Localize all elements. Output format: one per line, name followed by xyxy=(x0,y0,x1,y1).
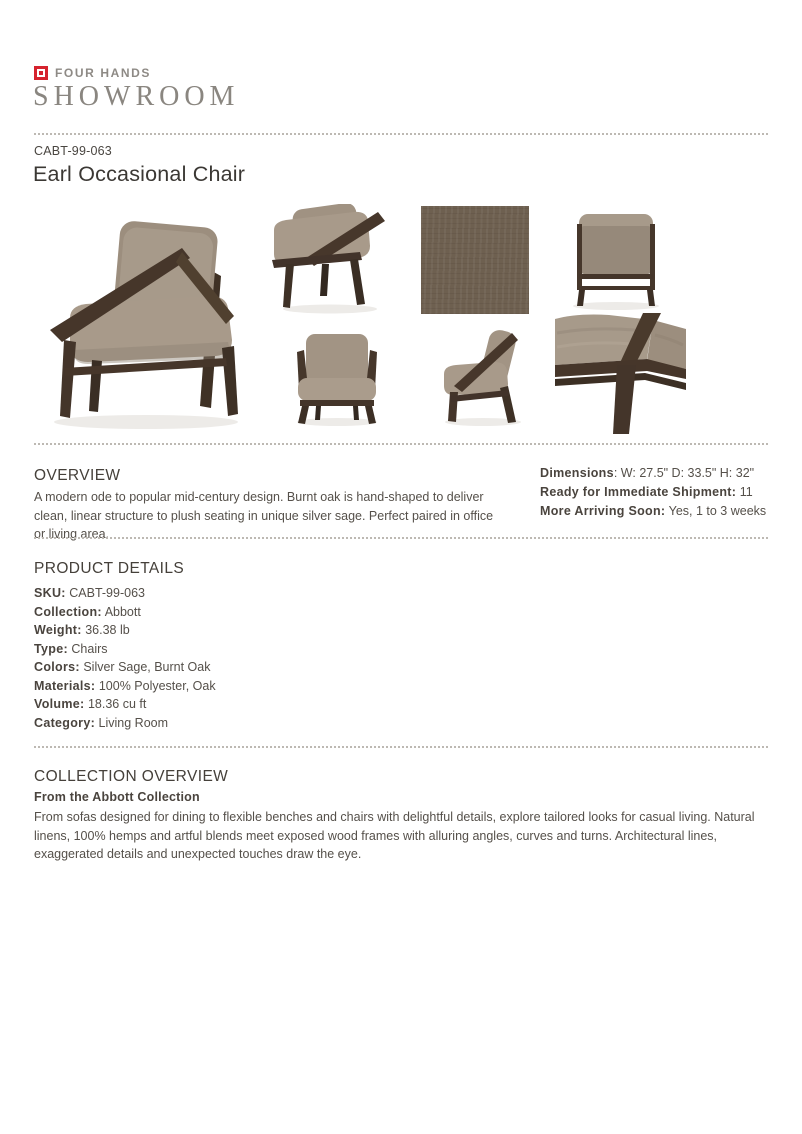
brand-name: FOUR HANDS xyxy=(55,66,151,80)
detail-row-colors xyxy=(34,658,216,677)
detail-label: SKU: xyxy=(34,586,66,600)
detail-row-collection xyxy=(34,603,216,622)
detail-value: CABT-99-063 xyxy=(69,586,145,600)
detail-label: Colors: xyxy=(34,660,80,674)
detail-label: Weight: xyxy=(34,623,82,637)
availability-panel xyxy=(540,464,766,520)
product-sku-eyebrow: CABT-99-063 xyxy=(34,144,112,158)
dimensions-value: : W: 27.5" D: 33.5" H: 32" xyxy=(613,466,755,480)
chair-frame-detail-image xyxy=(555,313,686,434)
arriving-soon-label: More Arriving Soon: xyxy=(540,503,666,518)
detail-value: 100% Polyester, Oak xyxy=(98,678,216,693)
dimensions-label: Dimensions xyxy=(540,466,614,480)
product-details-heading: PRODUCT DETAILS xyxy=(34,560,185,577)
product-gallery xyxy=(34,200,768,440)
brand-header xyxy=(34,66,151,80)
detail-value: Silver Sage, Burnt Oak xyxy=(83,660,211,674)
detail-value: 18.36 cu ft xyxy=(87,697,147,711)
four-hands-logo-icon xyxy=(34,66,48,80)
page-title: Earl Occasional Chair xyxy=(33,162,246,186)
detail-label: Type: xyxy=(34,641,68,656)
detail-label: Volume: xyxy=(34,697,85,711)
arriving-soon-line xyxy=(540,502,766,521)
product-details-list xyxy=(34,584,216,732)
detail-row-materials xyxy=(34,677,216,696)
chair-back-view-image xyxy=(557,208,675,312)
collection-body: From sofas designed for dining to flexible benches and chairs with delightful details, explore tailored looks for casual living. Natural linens, 100% hemps and artful blends meet exposed wood frames with alluring angles, curves and turns. Architectural lines, exaggerated details and unexpected touches draw the eye. xyxy=(34,810,755,861)
detail-row-category xyxy=(34,714,216,733)
detail-row-volume xyxy=(34,695,216,714)
detail-value: Abbott xyxy=(104,604,141,619)
divider xyxy=(34,133,768,135)
chair-three-quarter-view-image xyxy=(34,200,258,438)
detail-value: 36.38 lb xyxy=(85,623,130,637)
ready-shipment-label: Ready for Immediate Shipment: xyxy=(540,484,737,499)
overview-heading: OVERVIEW xyxy=(34,467,121,484)
detail-label: Category: xyxy=(34,715,96,730)
detail-label: Collection: xyxy=(34,604,102,619)
chair-side-view-image xyxy=(436,326,530,428)
detail-value: Living Room xyxy=(98,715,169,730)
detail-row-sku xyxy=(34,584,216,603)
collection-subheading: From the Abbott Collection xyxy=(34,790,200,804)
detail-value: Chairs xyxy=(71,641,108,656)
dimensions-line xyxy=(540,464,766,483)
ready-shipment-value: 11 xyxy=(739,484,753,499)
showroom-wordmark: SHOWROOM xyxy=(33,81,240,112)
divider xyxy=(34,443,768,445)
detail-row-weight xyxy=(34,621,216,640)
chair-front-view-image xyxy=(286,326,388,428)
arriving-soon-value: Yes, 1 to 3 weeks xyxy=(668,503,767,518)
ready-shipment-line xyxy=(540,483,766,502)
divider xyxy=(34,746,768,748)
collection-overview-heading: COLLECTION OVERVIEW xyxy=(34,768,229,785)
detail-label: Materials: xyxy=(34,678,96,693)
fabric-swatch-image xyxy=(421,206,529,314)
detail-row-type xyxy=(34,640,216,659)
overview-body: A modern ode to popular mid-century design. Burnt oak is hand-shaped to deliver clean, linear structure to plush seating in unique silver sage. Perfect paired in office or living area. xyxy=(34,490,494,541)
chair-top-angle-view-image xyxy=(270,204,392,316)
divider xyxy=(34,537,768,539)
